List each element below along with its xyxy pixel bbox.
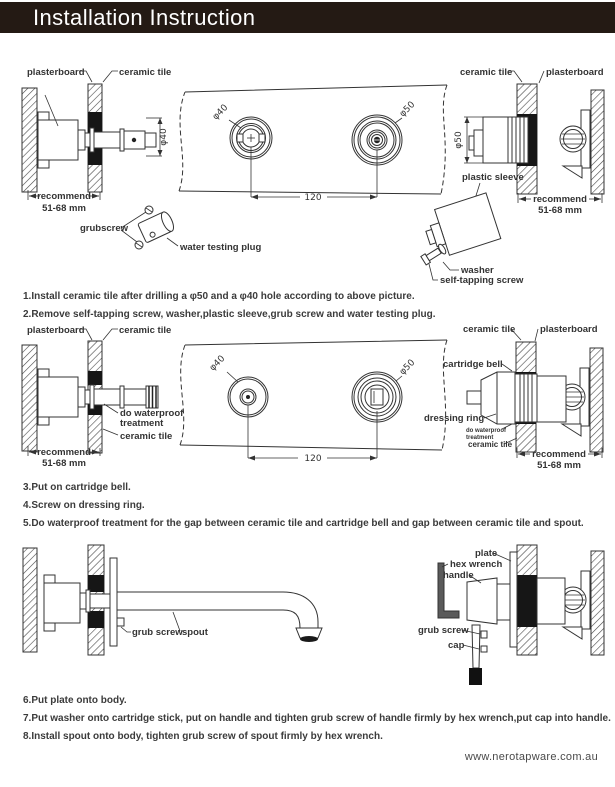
diagram-spout-handle xyxy=(0,540,615,692)
steps-6-8 xyxy=(23,692,611,746)
phi40-dimension: φ40 xyxy=(159,128,169,146)
plasterboard-wall xyxy=(22,88,37,192)
wall-section-right xyxy=(424,325,603,471)
page-title: Installation Instruction xyxy=(33,5,256,30)
plate-label: plate xyxy=(475,548,498,559)
cap-label: cap xyxy=(448,640,465,651)
cartridge-bell-label: cartridge bell xyxy=(443,359,503,370)
label-grub-screw xyxy=(418,625,480,636)
hex-wrench-label: hex wrench xyxy=(450,559,503,570)
ceramic-tile-label: ceramic tile xyxy=(460,67,513,78)
recommend-label: recommend xyxy=(532,449,586,460)
dimension-recommend xyxy=(28,190,100,214)
wall-plate xyxy=(510,552,517,647)
handle xyxy=(467,578,510,624)
water-testing-plug-label: water testing plug xyxy=(180,242,262,253)
label-ceramic-tile xyxy=(460,67,522,82)
grub-screw-label: grub screw xyxy=(418,625,469,636)
dimension-120 xyxy=(251,147,377,203)
dimension-recommend xyxy=(28,446,100,469)
phi50-hole-label: φ50 xyxy=(397,357,418,378)
dressing-ring-label: dressing ring xyxy=(424,413,485,424)
ceramic-tile-label: ceramic tile xyxy=(119,325,172,336)
self-tapping-screw-label: self-tapping screw xyxy=(440,275,524,286)
diagram-cartridge xyxy=(0,325,615,475)
diagram-drilling xyxy=(0,52,615,290)
valve-body xyxy=(537,578,565,624)
wall-section-left xyxy=(22,325,184,469)
handle-label: handle xyxy=(443,570,474,581)
plasterboard-label: plasterboard xyxy=(546,67,604,78)
phi50-hole-label: φ50 xyxy=(397,99,418,120)
valve-body xyxy=(469,117,528,163)
waterproof-label-2: treatment xyxy=(120,418,164,429)
handle-stem xyxy=(469,625,487,685)
spout-label: spout xyxy=(182,627,208,638)
plasterboard-label: plasterboard xyxy=(27,67,85,78)
label-ceramic-tile-2 xyxy=(103,429,172,442)
drilled-wall-plate xyxy=(180,340,447,464)
plasterboard-wall xyxy=(23,548,37,652)
label-waterproof xyxy=(466,424,512,441)
title-bar xyxy=(0,2,615,33)
step-2: 2.Remove self-tapping screw, washer,plastic sleeve,grub screw and water testing plug. xyxy=(23,309,436,320)
grub-screw-label: grub screw xyxy=(132,627,183,638)
waterproof-label-2: treatment xyxy=(466,435,494,441)
ceramic-tile-label-2: ceramic tile xyxy=(120,431,173,442)
label-ceramic-tile xyxy=(463,325,521,340)
spacing-dimension: 120 xyxy=(304,193,322,203)
wall-section-right xyxy=(420,67,604,286)
plastic-sleeve xyxy=(420,193,500,260)
label-ceramic-tile-2 xyxy=(468,438,517,449)
ceramic-tile-label: ceramic tile xyxy=(119,67,172,78)
spout-grub-screw xyxy=(117,618,124,626)
drilled-wall-plate xyxy=(179,85,447,203)
label-waterproof xyxy=(104,404,184,429)
phi40-hole-label: φ40 xyxy=(207,353,228,374)
plastic-sleeve-parts xyxy=(420,172,524,286)
water-testing-plug xyxy=(138,210,176,243)
label-ceramic-tile xyxy=(103,325,171,340)
ceramic-tile-label-2: ceramic tile xyxy=(468,440,513,449)
label-plasterboard xyxy=(27,325,92,340)
waterproof-label-1: do waterproof xyxy=(120,408,184,419)
recommend-range: 51-68 mm xyxy=(537,460,581,471)
handle-assembly xyxy=(418,545,604,685)
label-ceramic-tile xyxy=(103,67,171,82)
label-plasterboard xyxy=(27,67,92,82)
steps-1-2 xyxy=(23,288,436,324)
washer-label: washer xyxy=(461,265,494,276)
label-hex-wrench xyxy=(442,559,502,570)
grubscrew-parts xyxy=(80,206,261,253)
recommend-label: recommend xyxy=(37,447,91,458)
label-cartridge-bell xyxy=(443,359,512,371)
steps-3-5 xyxy=(23,479,584,533)
step-1: 1.Install ceramic tile after drilling a φ50 and a φ40 hole according to above picture. xyxy=(23,291,415,302)
label-plasterboard xyxy=(539,67,604,83)
label-grub-screw xyxy=(121,627,183,638)
dimension-recommend xyxy=(518,193,602,216)
recommend-range: 51-68 mm xyxy=(538,205,582,216)
ceramic-tile-label: ceramic tile xyxy=(463,325,516,335)
step-4: 4.Screw on dressing ring. xyxy=(23,500,145,511)
step-6: 6.Put plate onto body. xyxy=(23,695,127,706)
plasterboard-label: plasterboard xyxy=(27,325,85,336)
wall-plate xyxy=(110,558,117,646)
recommend-label: recommend xyxy=(37,191,91,202)
waterproof-label-1: do waterproof xyxy=(466,428,506,434)
plastic-sleeve-label: plastic sleeve xyxy=(462,172,524,183)
recommend-range: 51-68 mm xyxy=(42,458,86,469)
plasterboard-label: plasterboard xyxy=(540,325,598,335)
valve-body xyxy=(536,376,566,422)
recommend-label: recommend xyxy=(533,194,587,205)
dimension-120 xyxy=(248,405,377,464)
step-8: 8.Install spout onto body, tighten grub screw of spout firmly by hex wrench. xyxy=(23,731,383,742)
label-plasterboard xyxy=(535,325,598,341)
plasterboard-wall xyxy=(22,345,37,451)
website-url: www.nerotapware.com.au xyxy=(464,751,598,763)
step-5: 5.Do waterproof treatment for the gap between ceramic tile and cartridge bell and gap between ceramic tile and spout. xyxy=(23,518,584,529)
dressing-ring xyxy=(515,374,537,422)
spacing-dimension: 120 xyxy=(304,454,322,464)
phi50-dimension: φ50 xyxy=(454,131,464,149)
recommend-range: 51-68 mm xyxy=(42,203,86,214)
phi40-hole-label: φ40 xyxy=(210,102,231,123)
step-7: 7.Put washer onto cartridge stick, put on handle and tighten grub screw of handle firmly by hex wrench,put cap into handle. xyxy=(23,713,611,724)
grubscrew-label: grubscrew xyxy=(80,223,129,234)
step-3: 3.Put on cartridge bell. xyxy=(23,482,131,493)
wall-section-left xyxy=(22,67,261,253)
spout-assembly xyxy=(23,545,322,655)
